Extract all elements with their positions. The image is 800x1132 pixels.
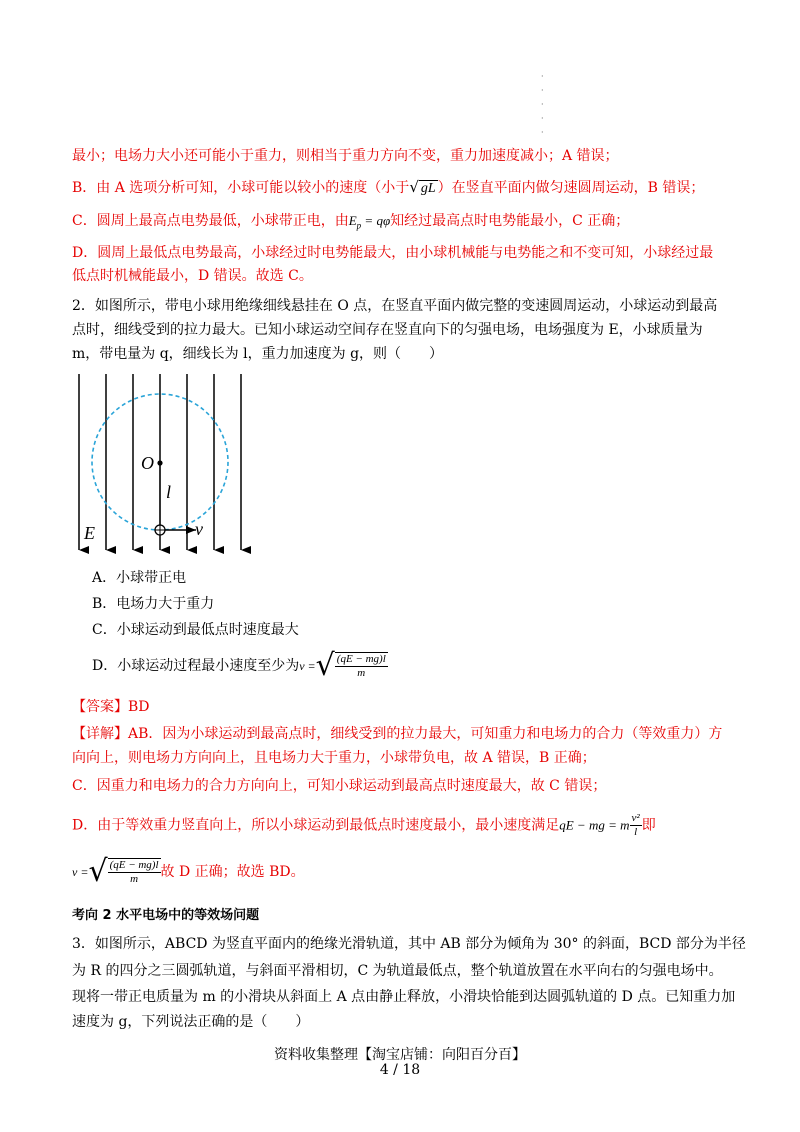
option-d-den: m [357, 667, 366, 679]
option-b: B．电场力大于重力 [92, 596, 215, 612]
q3-line-4: 速度为 g，下列说法正确的是（ ） [72, 1014, 310, 1030]
q3-line-3: 现将一带正电质量为 m 的小滑块从斜面上 A 点由静止释放，小滑块恰能到达圆弧轨道的 D 点。已知重力加 [72, 989, 736, 1005]
detail-line-4-eq: qE − mg = m [559, 817, 630, 833]
option-d-frac [335, 652, 388, 680]
detail-line-4-text: D．由于等效重力竖直向上，所以小球运动到最低点时速度最小，最小速度满足 [72, 817, 560, 834]
label-E: E [84, 523, 95, 543]
explanation-line-3 [72, 211, 629, 236]
footer-page-number: 4 / 18 [379, 1062, 421, 1078]
explanation-line-4: D．圆周上最低点电势最高，小球经过时电势能最大，由小球机械能与电势能之和不变可知，小球经过最 [72, 245, 714, 261]
explanation-line-5: 低点时机械能最小，D 错误。故选 C。 [72, 268, 313, 284]
detail-line-5 [72, 854, 305, 889]
ep-eq: = qφ [361, 213, 391, 228]
explanation-line-2-text-b: ）在竖直平面内做匀速圆周运动，B 错误； [437, 180, 705, 196]
detail-line-5-num: (qE − mg)l [109, 859, 159, 871]
ep-E: E [348, 213, 357, 228]
explanation-line-3-text-a: C．圆周上最高点电势最低，小球带正电，由 [72, 213, 349, 229]
label-l: l [166, 482, 172, 502]
top-dots: · · · · · [541, 72, 544, 137]
detail-line-4 [72, 812, 656, 839]
detail-line-1: 【详解】AB．因为小球运动到最高点时，细线受到的拉力最大，可知重力和电场力的合力（等效重力）方 [72, 726, 723, 742]
footer-source: 资料收集整理【淘宝店铺：向阳百分百】 [274, 1047, 526, 1063]
explanation-line-1: 最小；电场力大小还可能小于重力，则相当于重力方向不变，重力加速度减小；A 错误； [72, 148, 619, 164]
detail-line-4-tail: 即 [641, 817, 656, 834]
q2-line-2: 点时，细线受到的拉力最大。已知小球运动空间存在竖直向下的匀强电场，电场强度为 E，小球质量为 [72, 322, 703, 338]
detail-line-5-lhs: v = [72, 865, 89, 879]
explanation-line-3-text-b: 知经过最高点时电势能最小，C 正确； [390, 213, 630, 229]
option-d [92, 648, 388, 683]
q2-line-1: 2．如图所示，带电小球用绝缘细线悬挂在 O 点，在竖直平面内做完整的变速圆周运动，小球运动到最高 [72, 298, 718, 314]
option-d-text: D．小球运动过程最小速度至少为 [92, 658, 300, 674]
option-a: A．小球带正电 [92, 570, 187, 586]
ep-formula [348, 213, 391, 231]
detail-line-5-frac [108, 858, 161, 886]
explanation-line-2-text-a: B．由 A 选项分析可知，小球可能以较小的速度（小于 [72, 180, 410, 196]
detail-line-5-sqrt: √ $\frac{(qE - mg)l}{m}$ [88, 854, 159, 889]
detail-line-2: 向向上，则电场力方向向上，且电场力大于重力，小球带负电，故 A 错误，B 正确； [72, 750, 596, 766]
q2-line-3: m，带电量为 q，细线长为 l，重力加速度为 g，则（ ） [72, 346, 444, 362]
option-d-sqrt: √ $\frac{(qE - mg)l}{m}$ [315, 648, 386, 683]
option-d-num: (qE − mg)l [336, 653, 386, 665]
detail-line-4-den: l [634, 826, 638, 838]
ep-sub: p [356, 220, 362, 231]
explanation-line-2 [72, 177, 704, 199]
detail-line-3: C．因重力和电场力的合力方向向上，可知小球运动到最高点时速度最大，故 C 错误； [72, 778, 607, 794]
option-c: C．小球运动到最低点时速度最大 [92, 622, 299, 638]
sqrt-gL: √ gL [409, 178, 436, 196]
detail-line-4-frac [630, 812, 642, 839]
q3-line-2: 为 R 的四分之三圆弧轨道，与斜面平滑相切，C 为轨道最低点，整个轨道放置在水平向右的匀强电场中。 [72, 963, 723, 979]
label-v: v [195, 519, 203, 539]
label-O: O [141, 453, 154, 473]
detail-line-4-num: v² [631, 812, 640, 824]
detail-line-5-den: m [130, 873, 139, 885]
section-heading: 考向 2 水平电场中的等效场问题 [72, 908, 260, 923]
q3-line-1: 3．如图所示，ABCD 为竖直平面内的绝缘光滑轨道，其中 AB 部分为倾角为 30° 的斜面，BCD 部分为半径 [72, 936, 746, 952]
q2-figure [70, 372, 255, 557]
answer-label: 【答案】BD [72, 699, 150, 715]
option-d-lhs: v = [299, 659, 316, 673]
detail-line-5-tail: 故 D 正确；故选 BD。 [160, 864, 305, 880]
